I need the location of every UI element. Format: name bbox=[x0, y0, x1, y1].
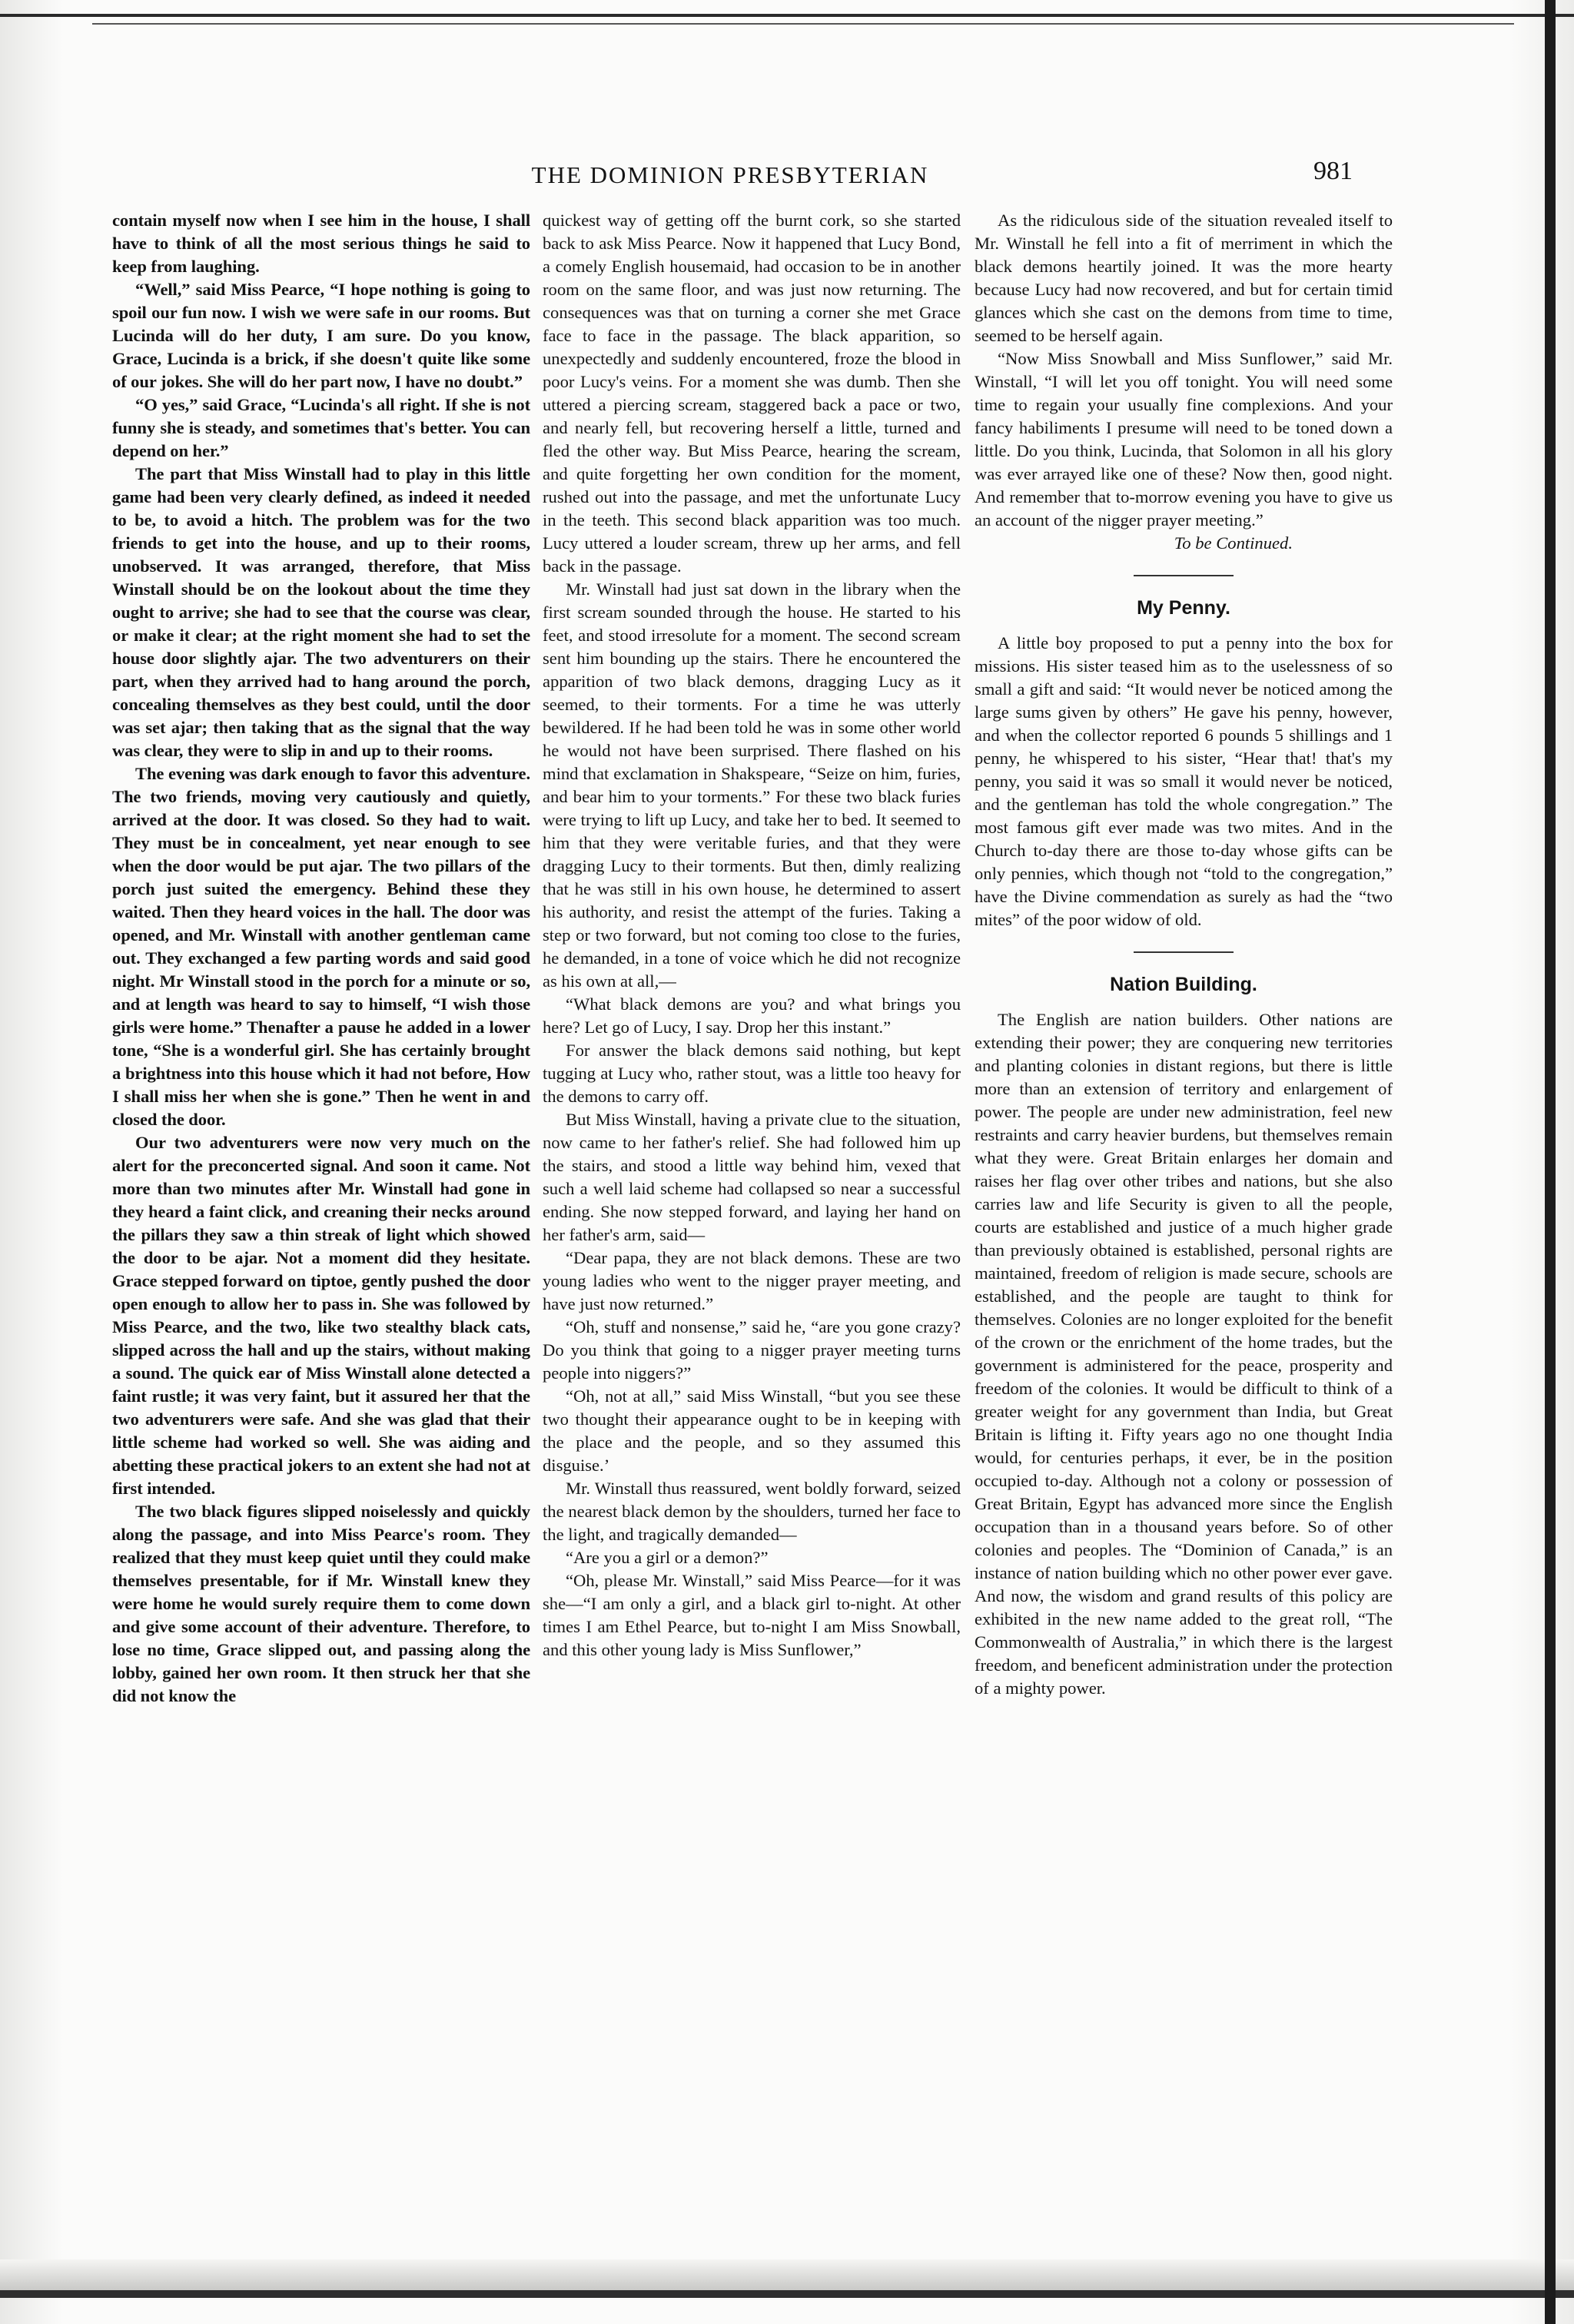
paragraph: “Are you a girl or a demon?” bbox=[566, 1548, 769, 1567]
paragraph: Our two adventurers were now very much on the alert for the preconcerted signal. And soon it came. Not more than two minutes after Mr. Winstall had gone in they heard a faint click, and creaning their necks around the pillars they saw a thin streak of light which showed the door to be ajar. Not a moment did they hesitate. Grace stepped forward on tiptoe, gently pushed the door open enough to allow her to pass in. She was followed by Miss Pearce, and the two, like two stealthy black cats, slipped across the hall and up the stairs, without making a sound. The quick ear of Miss Winstall alone detected a faint rustle; it was very faint, but it assured her that the two adventurers were safe. And she was glad that their little scheme had worked so well. She was aiding and abetting these practical jokers to an extent she had not at first intended. bbox=[112, 1133, 530, 1498]
paragraph: The two black figures slipped noiselessly and quickly along the passage, and into Miss Pearce's room. They realized that they must keep quiet until they could make themselves presentable, for if Mr. Winstall knew they were home he would surely require them to come down and give some account of their adventure. Therefore, to lose no time, Grace slipped out, and passing along the lobby, gained her own room. It then struck her that she did not know the bbox=[112, 1502, 530, 1705]
paragraph: The English are nation builders. Other nations are extending their power; they are conquering new territories and planting colonies in distant regions, but there is little more than an extension of territory and enlargement of power. The people are under new administration, feel new restraints and carry heavier burdens, but themselves remain what they were. Great Britain enlarges her domain and raises her flag over other tribes and nations, but she also carries law and life Security is given to all the people, courts are established and justice of a much higher grade than previously obtained is established, personal rights are maintained, freedom of religion is made secure, schools are established, and the people are taught to think for themselves. Colonies are no longer exploited for the benefit of the crown or the enrichment of the home trades, but the government is administered for the peace, prosperity and freedom of the colonies. It would be difficult to think of a greater weight for any government than India, but Great Britain is lifting it. Fifty years ago no one thought India would, for centuries perhaps, it ever, be in the position occupied to-day. Although not a colony or possession of Great Britain, Egypt has advanced more since the English occupation than in a thousand years before. So of other colonies and peoples. The “Dominion of Canada,” is an instance of nation building which no other power ever gave. And now, the wisdom and grand results of this policy are exhibited in the new name added to the great roll, “The Commonwealth of Australia,” in which there is the largest freedom, and beneficent administration under the protection of a mighty power. bbox=[975, 1010, 1393, 1698]
right-column bbox=[975, 209, 1393, 1700]
paragraph: For answer the black demons said nothing, but kept tugging at Lucy who, rather stout, was a little too heavy for the demons to carry off. bbox=[543, 1041, 961, 1106]
paragraph: “O yes,” said Grace, “Lucinda's all right. If she is not funny she is steady, and sometimes that's better. You can depend on her.” bbox=[112, 395, 530, 460]
paragraph: The evening was dark enough to favor this adventure. The two friends, moving very cautiously and quietly, arrived at the door. It was closed. So they had to wait. They must be in concealment, yet near enough to see when the door would be put ajar. The two pillars of the porch just suited the emergency. Behind these they waited. Then they heard voices in the hall. The door was opened, and Mr. Winstall with another gentleman came out. They exchanged a few parting words and said good night. Mr Winstall stood in the porch for a minute or so, and at length was heard to say to himself, “I wish those girls were home.” Thenafter a pause he added in a lower tone, “She is a wonderful girl. She has certainly brought a brightness into this house which it had not before, How I shall miss her when she is gone.” Then he went in and closed the door. bbox=[112, 764, 530, 1129]
paragraph: “Oh, stuff and nonsense,” said he, “are you gone crazy? Do you think that going to a nigger prayer meeting turns people into niggers?” bbox=[543, 1317, 961, 1383]
paragraph: Mr. Winstall had just sat down in the library when the first scream sounded through the house. He started to his feet, and stood irresolute for a moment. The second scream sent him bounding up the stairs. There he encountered the apparition of two black demons, dragging Lucy as it seemed, to their torments. For a time he was utterly bewildered. If he had been told he was in some other world he would not have been surprised. There flashed on his mind that exclamation in Shakspeare, “Seize on him, furies, and bear him to your torments.” For these two black furies were trying to lift up Lucy, and take her to bed. It seemed to him that they were veritable furies, and that they were dragging Lucy to their torments. But then, dimly realizing that he was still in his own house, he determined to assert his authority, and resist the attempt of the furies. Taking a step or two forward, but not coming too close to the furies, he demanded, in a tone of voice which he did not recognize as his own at all,— bbox=[543, 579, 961, 991]
paragraph: quickest way of getting off the burnt cork, so she started back to ask Miss Pearce. Now it happened that Lucy Bond, a comely English housemaid, had occasion to be in another room on the same floor, and was just now returning. The consequences was that on turning a corner she met Grace face to face in the passage. The black apparition, so unexpectedly and suddenly encountered, froze the blood in poor Lucy's veins. For a moment she was dumb. Then she uttered a piercing scream, staggered back a pace or two, and nearly fell, but recovering herself a little, turned and fled the other way. But Miss Pearce, hearing the scream, and quite forgetting her own condition for the moment, rushed out into the passage, and met the unfortunate Lucy in the teeth. This second black apparition was too much. Lucy uttered a louder scream, threw up her arms, and fell back in the passage. bbox=[543, 211, 961, 576]
continued-note: To be Continued. bbox=[1174, 533, 1293, 553]
paragraph: A little boy proposed to put a penny into the box for missions. His sister teased him as to the uselessness of so small a gift and said: “It would never be noticed among the large sums given by others” He gave his penny, however, and when the collector reported 6 pounds 5 shillings and 1 penny, he whispered to his sister, “Hear that! that's my penny, you said it was so small it would never be noticed, and the gentleman has told the whole congregation.” The most famous gift ever made was two mites. And in the Church to-day there are those to-day whose gifts can be only pennies, which though not “told to the congregation,” have the Divine commendation as surely as had the “two mites” of the poor widow of old. bbox=[975, 633, 1393, 929]
bottom-edge-rule bbox=[0, 2290, 1574, 2298]
right-page-edge bbox=[1545, 0, 1556, 2324]
bottom-shadow bbox=[0, 2259, 1574, 2290]
section-divider bbox=[1134, 951, 1234, 953]
page-number: 981 bbox=[1313, 157, 1353, 185]
paragraph: “Oh, not at all,” said Miss Winstall, “but you see these two thought their appearance ought to be in keeping with the place and the people, and so they assumed this disguise.’ bbox=[543, 1386, 961, 1475]
section-heading: Nation Building. bbox=[1110, 974, 1257, 995]
section-heading: My Penny. bbox=[1137, 597, 1230, 619]
left-column bbox=[112, 209, 530, 1708]
paragraph: “Now Miss Snowball and Miss Sunflower,” said Mr. Winstall, “I will let you off tonight. You will need some time to regain your usually fine complexions. And your fancy habiliments I presume will need to be toned down a little. Do you think, Lucinda, that Solomon in all his glory was ever arrayed like one of these? Now then, good night. And remember that to-morrow evening you have to give us an account of the nigger prayer meeting.” bbox=[975, 349, 1393, 530]
paragraph: “What black demons are you? and what brings you here? Let go of Lucy, I say. Drop her this instant.” bbox=[543, 994, 961, 1037]
running-header bbox=[108, 157, 1353, 200]
section-divider bbox=[1134, 575, 1234, 576]
paragraph: “Dear papa, they are not black demons. These are two young ladies who went to the nigger prayer meeting, and have just now returned.” bbox=[543, 1248, 961, 1313]
paragraph: “Oh, please Mr. Winstall,” said Miss Pearce—for it was she—“I am only a girl, and a black girl to-night. At other times I am Ethel Pearce, but to-night I am Miss Snowball, and this other young lady is Miss Sunflower,” bbox=[543, 1571, 961, 1659]
middle-column bbox=[543, 209, 961, 1662]
publication-title: THE DOMINION PRESBYTERIAN bbox=[531, 161, 929, 188]
paragraph: contain myself now when I see him in the house, I shall have to think of all the most serious things he said to keep from laughing. bbox=[112, 211, 530, 276]
paragraph: “Well,” said Miss Pearce, “I hope nothing is going to spoil our fun now. I wish we were safe in our rooms. But Lucinda will do her duty, I am sure. Do you know, Grace, Lucinda is a brick, if she doesn't quite like some of our jokes. She will do her part now, I have no doubt.” bbox=[112, 280, 530, 391]
top-edge-rule bbox=[0, 14, 1574, 17]
paragraph: The part that Miss Winstall had to play in this little game had been very clearly defined, as indeed it needed to be, to avoid a hitch. The problem was for the two friends to get into the house, and up to their rooms, unobserved. It was arranged, therefore, that Miss Winstall should be on the lookout about the time they ought to arrive; she had to see that the course was clear, or make it clear; at the right moment she had to set the house door slightly ajar. The two adventurers on their part, when they arrived had to hang around the porch, concealing themselves as they best could, until the door was set ajar; then taking that as the signal that the way was clear, they were to slip in and up to their rooms. bbox=[112, 464, 530, 760]
paragraph: Mr. Winstall thus reassured, went boldly forward, seized the nearest black demon by the shoulders, turned her face to the light, and tragically demanded— bbox=[543, 1479, 961, 1544]
paragraph: As the ridiculous side of the situation revealed itself to Mr. Winstall he fell into a fit of merriment in which the black demons heartily joined. It was the more hearty because Lucy had now recovered, and but for certain timid glances which she cast on the demons from time to time, seemed to be herself again. bbox=[975, 211, 1393, 345]
paragraph: But Miss Winstall, having a private clue to the situation, now came to her father's relief. She had followed him up the stairs, and stood a little way behind him, vexed that such a well laid scheme had collapsed so near a successful ending. She now stepped forward, and laying her hand on her father's arm, said— bbox=[543, 1110, 961, 1244]
top-thin-rule bbox=[92, 23, 1514, 25]
